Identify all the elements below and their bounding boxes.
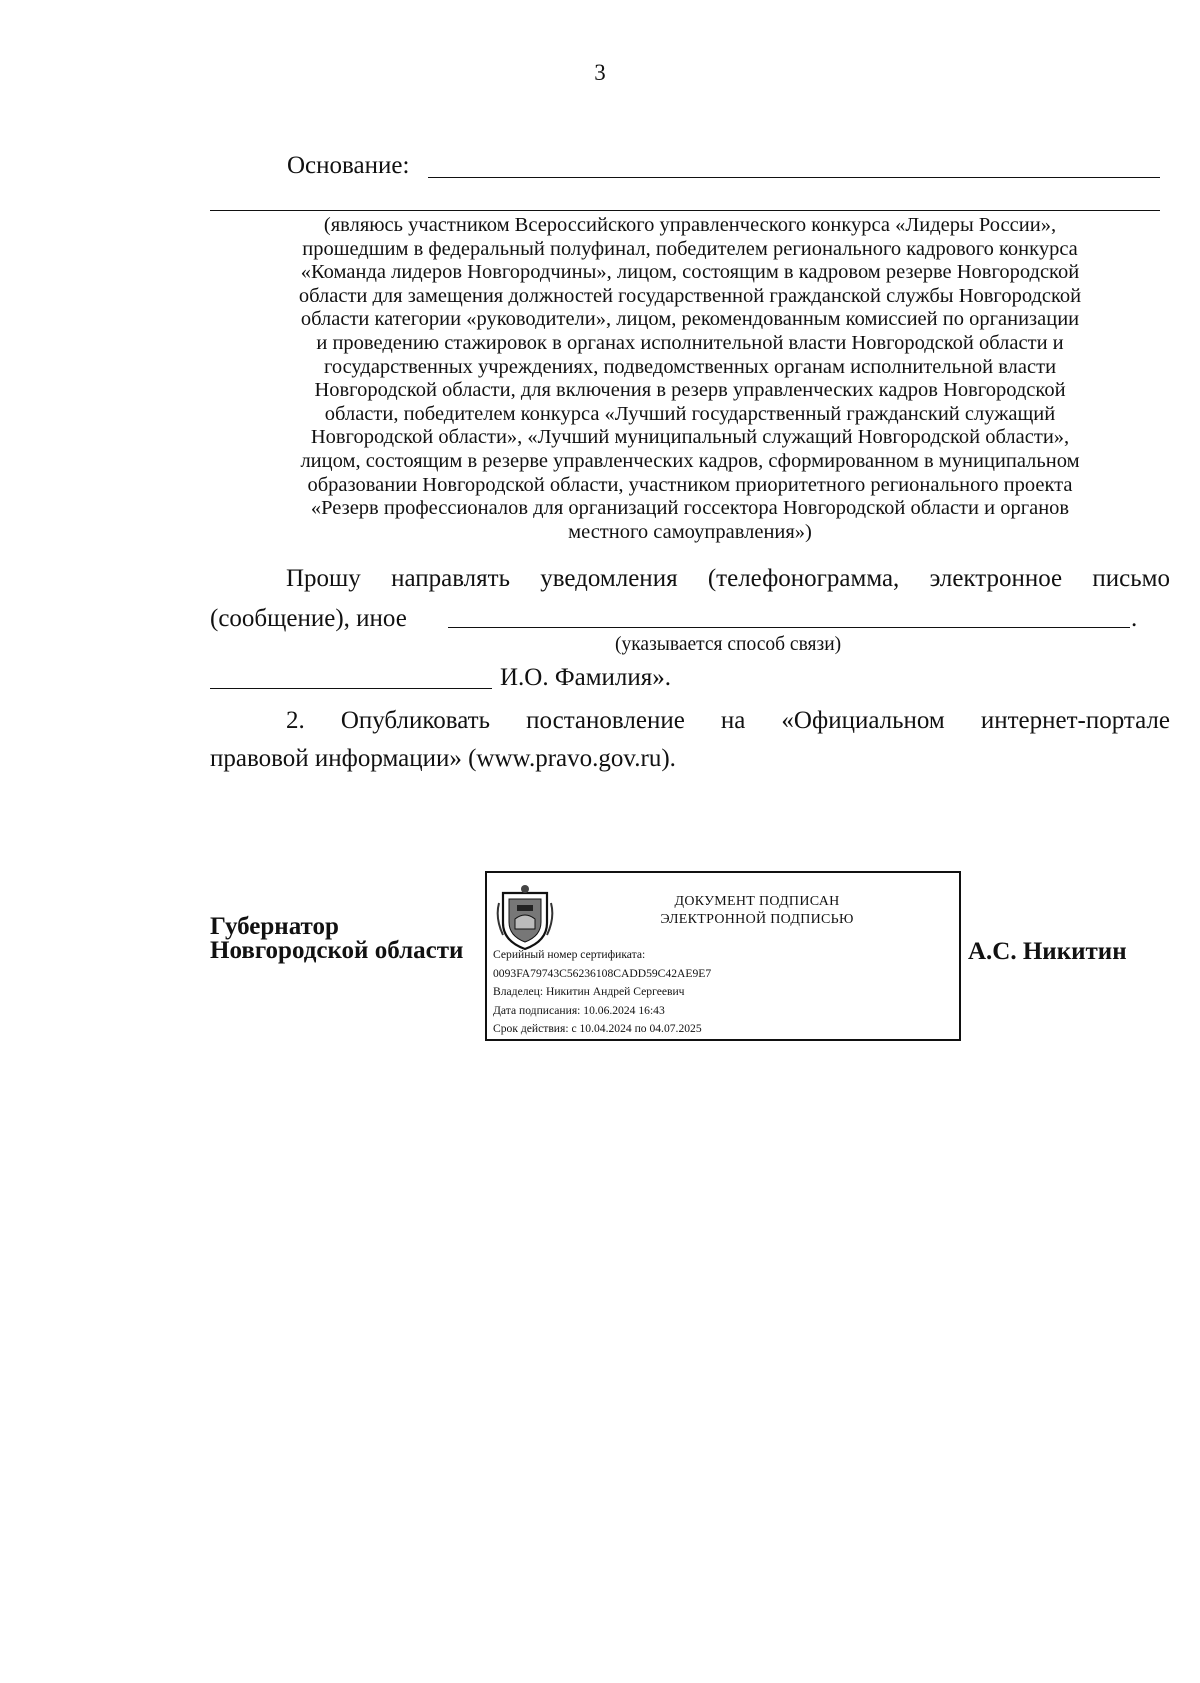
basis-note-line: Новгородской области», «Лучший муниципальный служащий Новгородской области», (310, 426, 1070, 449)
stamp-details (493, 946, 711, 1039)
signer-placeholder: И.О. Фамилия». (500, 664, 672, 691)
basis-note-line: Новгородской области, для включения в резерв управленческих кадров Новгородской (314, 379, 1066, 402)
notification-line-1: Прошу направлять уведомления (телефонограмма, электронное письмо (286, 565, 1170, 592)
publication-line-1: 2. Опубликовать постановление на «Официальном интернет-портале (286, 707, 1170, 734)
contact-fill-line (448, 627, 1130, 628)
basis-note-line: (являюсь участником Всероссийского управленческого конкурса «Лидеры России», (323, 214, 1057, 236)
basis-label: Основание: (287, 152, 410, 179)
contact-hint: (указывается способ связи) (615, 634, 842, 655)
basis-note-line: «Резерв профессионалов для организаций госсектора Новгородской области и органов (310, 497, 1070, 520)
basis-second-line (210, 210, 1160, 211)
signature-fill-line (210, 688, 492, 689)
serial-number: 0093FA79743C56236108CADD59C42AE9E7 (493, 966, 712, 980)
serial-label: Серийный номер сертификата: (493, 948, 646, 961)
basis-note-line: образовании Новгородской области, участником приоритетного регионального проекта (307, 473, 1073, 496)
basis-note-line: лицом, состоящим в резерве управленческих кадров, сформированном в муниципальном (300, 449, 1080, 472)
basis-note-line: области для замещения должностей государственной гражданской службы Новгородской (298, 284, 1082, 307)
basis-note-line: области категории «руководители», лицом, рекомендованным комиссией по организации (300, 308, 1080, 331)
basis-note-line: местного самоуправления») (568, 520, 812, 543)
publication-line-2: правовой информации» (www.pravo.gov.ru). (210, 745, 676, 772)
basis-note-line: области, победителем конкурса «Лучший государственный гражданский служащий (324, 402, 1056, 425)
notification-line-2: (сообщение), иное (210, 605, 407, 632)
basis-note-line: прошедшим в федеральный полуфинал, победителем регионального кадрового конкурса (302, 237, 1078, 260)
governor-title-line: Губернатор (210, 913, 339, 940)
signed-date: Дата подписания: 10.06.2024 16:43 (493, 1003, 665, 1017)
owner: Владелец: Никитин Андрей Сергеевич (493, 985, 685, 998)
validity: Срок действия: с 10.04.2024 по 04.07.2025 (493, 1022, 702, 1035)
basis-note-line: государственных учреждениях, подведомственных органам исполнительной власти (323, 355, 1057, 378)
governor-name: А.С. Никитин (968, 938, 1127, 965)
basis-note-line: и проведению стажировок в органах исполнительной власти Новгородской области и (316, 331, 1064, 354)
coat-of-arms-icon (495, 883, 555, 953)
governor-title-line: Новгородской области (210, 937, 464, 964)
e-signature-stamp (485, 871, 961, 1041)
basis-note (210, 214, 1170, 544)
basis-note-line: «Команда лидеров Новгородчины», лицом, состоящим в кадровом резерве Новгородской (300, 261, 1080, 284)
page-number: 3 (594, 60, 606, 85)
basis-fill-line (428, 177, 1160, 178)
stamp-title-line: ДОКУМЕНТ ПОДПИСАН (674, 894, 840, 909)
notification-period: . (1131, 605, 1138, 632)
stamp-title-line: ЭЛЕКТРОННОЙ ПОДПИСЬЮ (660, 912, 854, 927)
stamp-title (567, 893, 947, 929)
governor-title (210, 915, 463, 963)
